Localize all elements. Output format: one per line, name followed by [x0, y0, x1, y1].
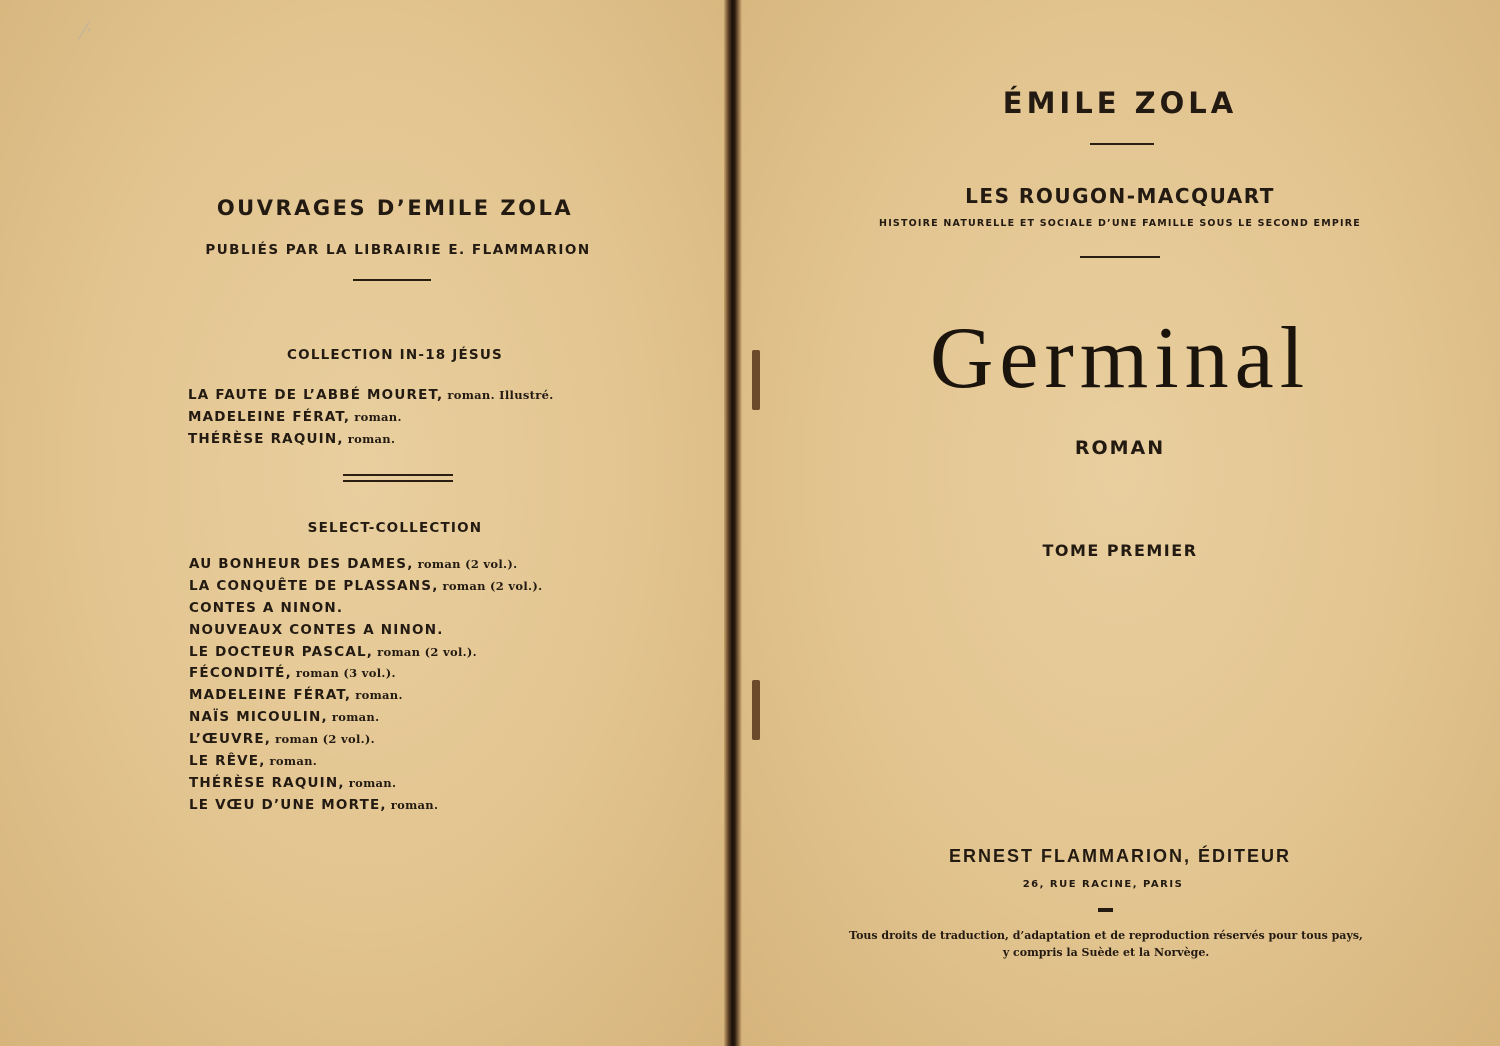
divider-rule	[353, 279, 431, 281]
book-entry-title: MADELEINE FÉRAT,	[189, 687, 352, 704]
book-entry-detail: roman.	[354, 409, 402, 424]
book-entry-title: FÉCONDITÉ,	[189, 665, 292, 682]
book-entry-title: CONTES A NINON.	[189, 599, 344, 616]
book-entry-detail: roman (2 vol.).	[417, 557, 518, 571]
book-entry-title: NAÏS MICOULIN,	[189, 709, 328, 726]
select-collection-list	[189, 554, 542, 817]
volume-label: TOME PREMIER	[1042, 541, 1198, 560]
book-entry-detail: roman.	[331, 710, 380, 725]
publisher-address: 26, RUE RACINE, PARIS	[1022, 879, 1184, 890]
book-entry-detail: roman.	[348, 775, 397, 790]
collection-list	[188, 385, 554, 451]
book-entry	[188, 385, 554, 407]
book-entry-title: MADELEINE FÉRAT,	[188, 408, 351, 425]
book-entry-title: AU BONHEUR DES DAMES,	[189, 556, 414, 572]
book-entry-detail: roman.	[390, 797, 439, 812]
rights-line: Tous droits de traduction, d’adaptation et de reproduction réservés pour tous pays,	[849, 929, 1363, 942]
book-entry-detail: roman. Illustré.	[447, 388, 554, 402]
divider-rule	[1090, 143, 1154, 145]
series-title: LES ROUGON-MACQUART	[965, 184, 1275, 208]
book-entry	[188, 429, 554, 451]
book-entry-detail: roman (2 vol.).	[377, 644, 477, 659]
rights-notice	[740, 927, 1472, 961]
divider-rule	[1080, 256, 1160, 258]
book-entry	[189, 795, 542, 817]
series-subtitle: HISTOIRE NATURELLE ET SOCIALE D’UNE FAMILLE SOUS LE SECOND EMPIRE	[879, 218, 1361, 229]
book-entry-title: LA CONQUÊTE DE PLASSANS,	[189, 577, 439, 594]
short-dash-rule	[1098, 908, 1113, 912]
book-entry	[189, 642, 542, 664]
book-entry	[189, 554, 542, 576]
book-entry-detail: roman.	[347, 431, 396, 446]
book-entry-title: LA FAUTE DE L’ABBÉ MOURET,	[188, 387, 444, 403]
book-entry	[189, 598, 542, 620]
author-name: ÉMILE ZOLA	[1002, 86, 1238, 120]
book-entry	[189, 620, 542, 642]
rights-line: y compris la Suède et la Norvège.	[1002, 946, 1210, 959]
book-entry-detail: roman (3 vol.).	[295, 666, 396, 681]
book-entry-detail: roman (2 vol.).	[275, 732, 375, 747]
book-entry	[189, 707, 542, 729]
double-divider-rule	[343, 474, 453, 482]
book-entry-title: L’ŒUVRE,	[189, 731, 272, 748]
works-list-subtitle: PUBLIÉS PAR LA LIBRAIRIE E. FLAMMARION	[205, 242, 591, 258]
works-list-title: OUVRAGES D’EMILE ZOLA	[216, 196, 574, 220]
book-entry	[189, 729, 542, 751]
book-entry-title: NOUVEAUX CONTES A NINON.	[189, 621, 444, 638]
collection-heading: COLLECTION IN-18 JÉSUS	[287, 347, 503, 363]
book-entry	[189, 663, 542, 685]
book-entry	[188, 407, 554, 429]
book-entry	[189, 773, 542, 795]
book-title: Germinal	[929, 310, 1311, 407]
book-entry-detail: roman (2 vol.).	[442, 578, 543, 593]
book-entry	[189, 685, 542, 707]
book-entry-title: LE RÊVE,	[189, 753, 266, 770]
publisher-name: ERNEST FLAMMARION, ÉDITEUR	[949, 846, 1291, 866]
book-entry-title: LE VŒU D’UNE MORTE,	[189, 796, 387, 813]
pencil-mark: ⁄ˑ	[82, 20, 94, 45]
book-entry-title: THÉRÈSE RAQUIN,	[189, 774, 345, 791]
book-entry-detail: roman.	[269, 754, 318, 769]
book-entry-title: LE DOCTEUR PASCAL,	[189, 643, 374, 660]
book-entry	[189, 751, 542, 773]
select-collection-heading: SELECT-COLLECTION	[307, 520, 483, 536]
genre-label: ROMAN	[1074, 437, 1166, 459]
book-entry-title: THÉRÈSE RAQUIN,	[188, 430, 344, 447]
book-entry	[189, 576, 542, 598]
binding-stitch-mark	[752, 680, 760, 740]
book-entry-detail: roman.	[355, 688, 403, 703]
